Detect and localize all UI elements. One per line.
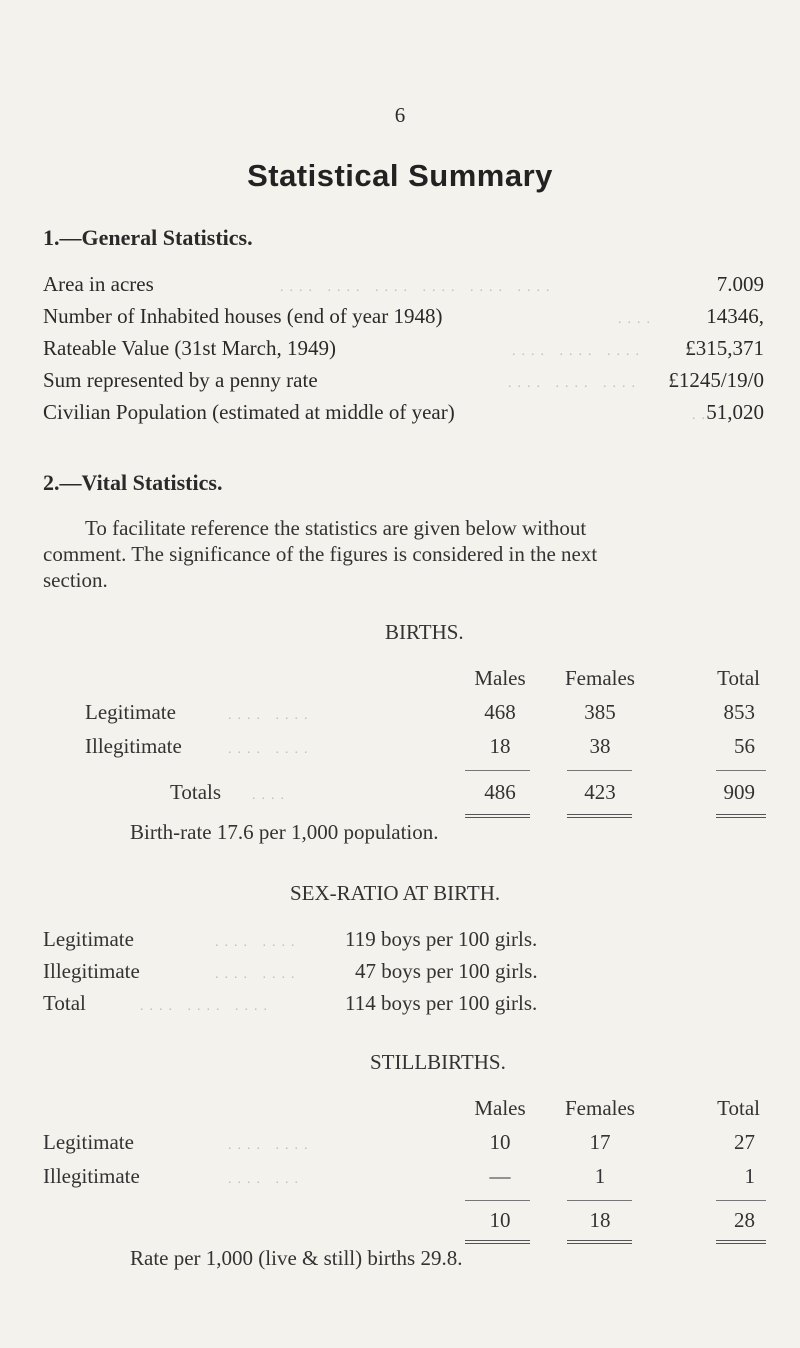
general-statistics-heading: 1.—General Statistics. [43,225,253,250]
stillbirths-males-cell: — [489,1164,511,1188]
sex-ratio-value: 114 boys per 100 girls. [345,991,538,1015]
birth-rate-text: Birth-rate 17.6 per 1,000 population. [130,820,439,844]
stillbirths-females-total: 18 [589,1208,611,1232]
total-double-rule [716,1240,766,1244]
sum-rule [465,1200,530,1201]
stillbirths-title: STILLBIRTHS. [370,1050,506,1074]
sex-ratio-row-label: Total [43,991,86,1015]
total-double-rule [465,1240,530,1244]
births-females-total: 423 [584,780,616,804]
stillbirths-grand-total: 28 [734,1208,755,1232]
stillbirths-col-total: Total [717,1096,760,1120]
births-males-cell: 18 [489,734,511,758]
total-double-rule [567,1240,632,1244]
total-double-rule [465,814,530,818]
dot-leaders: .... .... .... [512,344,645,359]
dot-leaders: .... .... [228,1138,314,1153]
dot-leaders: .... .... .... [508,376,641,391]
stillbirths-males-cell: 10 [489,1130,511,1154]
stillbirths-females-cell: 1 [594,1164,606,1188]
dot-leaders: .... [252,788,290,803]
births-total-cell: 56 [734,734,755,758]
stillbirths-col-females: Females [565,1096,635,1120]
general-row-label: Number of Inhabited houses (end of year 1948) [43,304,443,328]
dot-leaders: .... .... [215,935,301,950]
general-row-label: Rateable Value (31st March, 1949) [43,336,336,360]
sum-rule [567,1200,632,1201]
sum-rule [567,770,632,771]
births-females-cell: 38 [589,734,611,758]
sex-ratio-value: 119 boys per 100 girls. [345,927,538,951]
stillbirths-total-cell: 27 [734,1130,755,1154]
general-row-value: 51,020 [706,400,764,424]
sex-ratio-row-label: Illegitimate [43,959,140,983]
stillbirths-males-total: 10 [489,1208,511,1232]
births-row-label: Illegitimate [85,734,182,758]
intro-paragraph-line: section. [43,568,108,592]
dot-leaders: .... ... [228,1172,304,1187]
intro-paragraph-line: comment. The significance of the figures is considered in the next [43,542,598,566]
births-total-cell: 853 [723,700,755,724]
births-row-label: Legitimate [85,700,176,724]
births-totals-label: Totals [170,780,222,804]
general-row-value: 14346, [706,304,764,328]
births-col-total: Total [717,666,760,690]
total-double-rule [716,814,766,818]
sex-ratio-title: SEX-RATIO AT BIRTH. [290,881,501,905]
sex-ratio-value: 47 boys per 100 girls. [355,959,538,983]
page-number: 6 [394,103,406,127]
stillbirths-row-label: Legitimate [43,1130,134,1154]
births-col-females: Females [565,666,635,690]
general-row-value: 7.009 [716,272,764,296]
general-row-value: £1245/19/0 [668,368,764,392]
sum-rule [465,770,530,771]
dot-leaders: .... .... [228,708,314,723]
general-row-value: £315,371 [685,336,764,360]
general-row-label: Civilian Population (estimated at middle of year) [43,400,455,424]
general-row-label: Area in acres [43,272,154,296]
births-males-cell: 468 [484,700,516,724]
births-females-cell: 385 [584,700,616,724]
general-row-label: Sum represented by a penny rate [43,368,318,392]
births-grand-total: 909 [723,780,755,804]
sum-rule [716,1200,766,1201]
page-title: Statistical Summary [247,158,553,193]
dot-leaders: .. [692,408,711,423]
stillbirths-total-cell: 1 [744,1164,755,1188]
dot-leaders: .... .... .... [140,999,273,1014]
births-males-total: 486 [484,780,516,804]
total-double-rule [567,814,632,818]
stillbirths-row-label: Illegitimate [43,1164,140,1188]
vital-statistics-heading: 2.—Vital Statistics. [43,470,223,495]
dot-leaders: .... .... [215,967,301,982]
sex-ratio-row-label: Legitimate [43,927,134,951]
stillbirth-rate-text: Rate per 1,000 (live & still) births 29.8. [130,1246,463,1270]
intro-paragraph-line: To facilitate reference the statistics are given below without [85,516,587,540]
dot-leaders: .... .... .... .... .... .... [280,280,556,295]
births-title: BIRTHS. [385,620,464,644]
births-col-males: Males [474,666,526,690]
stillbirths-females-cell: 17 [589,1130,611,1154]
dot-leaders: .... .... [228,742,314,757]
dot-leaders: .... [618,312,656,327]
sum-rule [716,770,766,771]
stillbirths-col-males: Males [474,1096,526,1120]
